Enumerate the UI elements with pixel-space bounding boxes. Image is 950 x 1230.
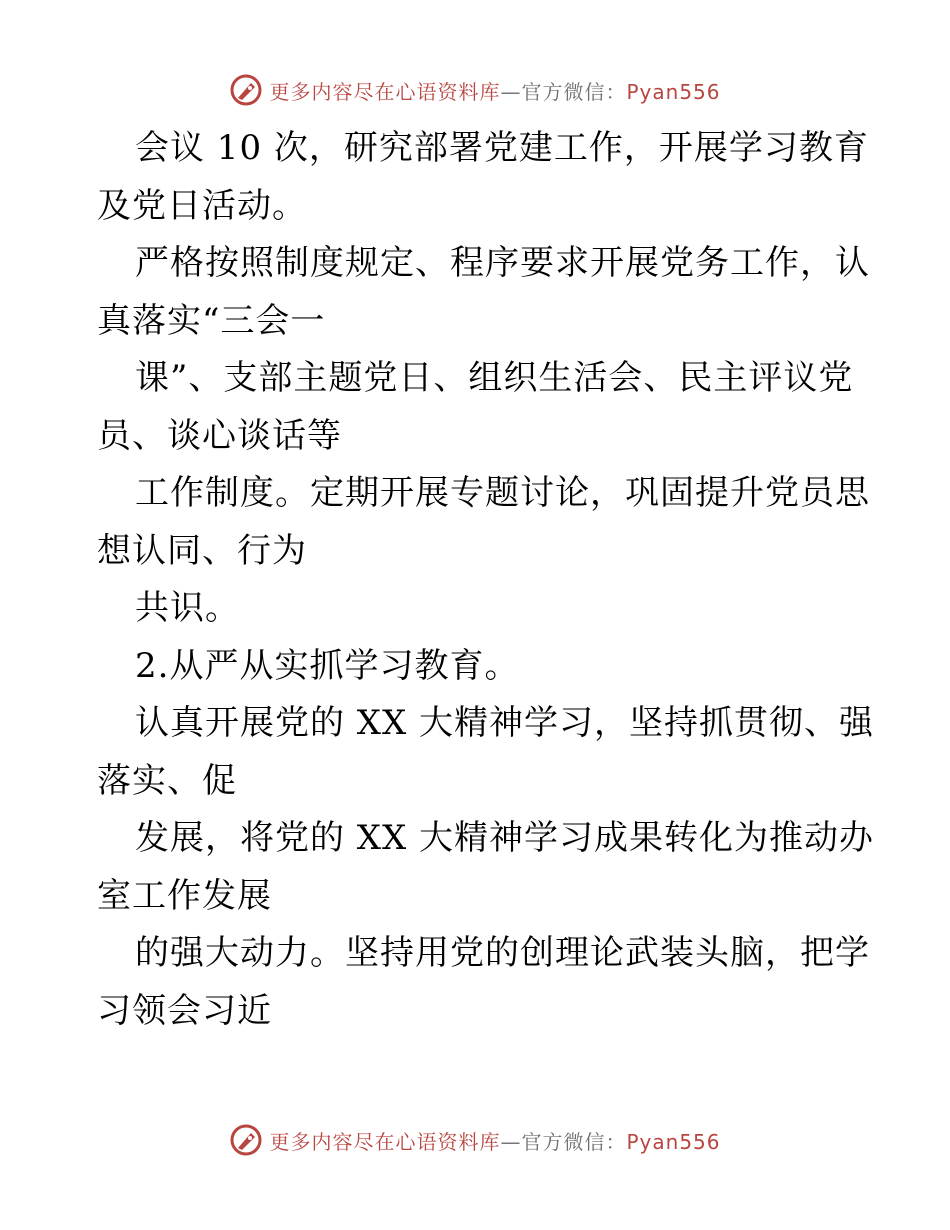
- section-heading: 2.从严从实抓学习教育。: [135, 645, 520, 686]
- watermark-wechat-id: Pyan556: [626, 79, 721, 104]
- text-line: 室工作发展: [97, 875, 272, 916]
- header-watermark: [0, 70, 950, 110]
- text-line: 会议 10 次，研究部署党建工作，开展学习教育: [135, 128, 869, 168]
- watermark-official-label: 官方微信：: [521, 79, 627, 104]
- watermark-separator: —: [500, 1129, 522, 1154]
- pen-nib-logo-icon: [229, 73, 263, 107]
- text-line: 的强大动力。坚持用党的创理论武装头脑，把学: [135, 933, 870, 973]
- text-line: 工作制度。定期开展专题讨论，巩固提升党员思: [135, 473, 870, 513]
- pen-nib-logo-icon: [229, 1123, 263, 1157]
- watermark-brand: 更多内容尽在心语资料库: [269, 79, 501, 104]
- text-line: 想认同、行为: [97, 530, 307, 571]
- text-line: 认真开展党的 XX 大精神学习，坚持抓贯彻、强: [135, 703, 875, 743]
- watermark-wechat-id: Pyan556: [626, 1129, 721, 1154]
- watermark-official-label: 官方微信：: [521, 1129, 627, 1154]
- footer-watermark: [0, 1120, 950, 1160]
- text-line: 及党日活动。: [97, 185, 307, 226]
- text-line: 课”、支部主题党日、组织生活会、民主评议党: [135, 358, 854, 398]
- document-body: [97, 120, 875, 1040]
- text-line: 习领会习近: [97, 990, 272, 1031]
- watermark-text: [269, 76, 720, 105]
- text-line: 发展，将党的 XX 大精神学习成果转化为推动办: [135, 818, 875, 858]
- watermark-separator: —: [500, 79, 522, 104]
- text-line: 真落实“三会一: [97, 300, 326, 341]
- text-line: 落实、促: [97, 760, 237, 801]
- watermark-brand: 更多内容尽在心语资料库: [269, 1129, 501, 1154]
- text-line: 严格按照制度规定、程序要求开展党务工作，认: [135, 243, 870, 283]
- watermark-text: [269, 1126, 720, 1155]
- text-line: 共识。: [135, 588, 240, 628]
- text-line: 员、谈心谈话等: [97, 415, 342, 456]
